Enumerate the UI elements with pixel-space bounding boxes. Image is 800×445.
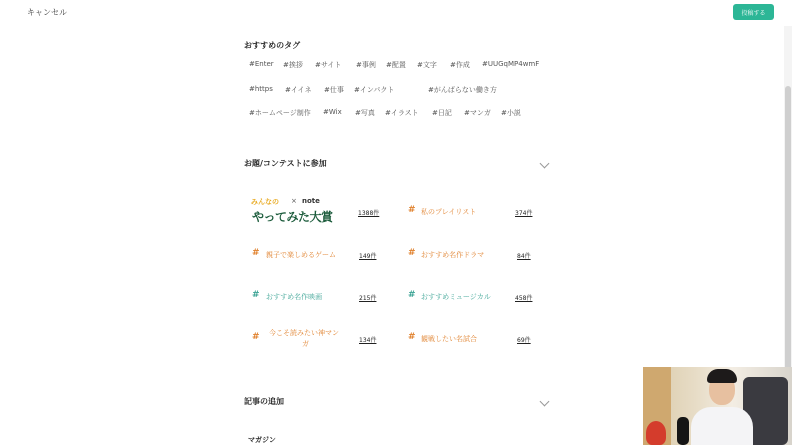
contest-item[interactable]: 観戦したい名試合 (421, 335, 477, 343)
banner-title: やってみた大賞 (252, 210, 333, 224)
contest-count[interactable]: 84件 (517, 253, 531, 260)
recommended-tags-title: おすすめのタグ (244, 41, 301, 50)
contest-item[interactable]: 今こそ読みたい神マン (269, 329, 339, 337)
contest-section-title: お題/コンテストに参加 (244, 159, 327, 168)
contest-item[interactable]: おすすめミュージカル (421, 293, 491, 301)
tag-chip[interactable]: #文字 (417, 61, 437, 69)
publish-button[interactable]: 投稿する (733, 4, 774, 20)
hashtag-icon: # (408, 332, 416, 342)
tag-chip[interactable]: #Enter (249, 60, 274, 68)
hashtag-icon: # (252, 248, 260, 258)
contest-count[interactable]: 69件 (517, 337, 531, 344)
tag-chip[interactable]: #配置 (386, 61, 406, 69)
contest-item-wrap[interactable]: ガ (302, 340, 309, 348)
tag-chip[interactable]: #小説 (501, 109, 521, 117)
note-logo: note (302, 197, 320, 205)
tag-chip[interactable]: #マンガ (464, 109, 491, 117)
webcam-person-body (691, 407, 753, 445)
webcam-person-hair (707, 369, 737, 383)
contest-item[interactable]: おすすめ名作映画 (266, 293, 323, 301)
tag-chip[interactable]: #イイネ (285, 86, 312, 94)
chevron-down-icon[interactable] (540, 159, 550, 169)
tag-chip[interactable]: #日記 (432, 109, 452, 117)
scrollbar-thumb[interactable] (785, 86, 791, 390)
tag-chip[interactable]: #ホームページ制作 (249, 109, 311, 117)
tag-chip[interactable]: #がんばらない働き方 (428, 86, 497, 94)
chevron-down-icon[interactable] (540, 397, 550, 407)
tag-chip[interactable]: #インパクト (354, 86, 395, 94)
tag-chip[interactable]: #Wix (323, 108, 342, 116)
contest-banner[interactable] (247, 195, 339, 227)
banner-x-text: × (291, 197, 297, 205)
magazine-label: マガジン (248, 436, 276, 444)
contest-count[interactable]: 215件 (359, 295, 377, 302)
contest-item[interactable]: おすすめ名作ドラマ (421, 251, 485, 259)
microphone-icon (677, 417, 689, 445)
tag-chip[interactable]: #https (249, 85, 273, 93)
octopus-toy (646, 421, 666, 445)
hashtag-icon: # (252, 290, 260, 300)
add-article-title: 記事の追加 (244, 397, 284, 406)
contest-item[interactable]: 私のプレイリスト (421, 208, 477, 216)
hashtag-icon: # (408, 290, 416, 300)
tag-chip[interactable]: #事例 (356, 61, 376, 69)
banner-brand-text: みんなの (251, 198, 279, 206)
tag-chip[interactable]: #作成 (450, 61, 470, 69)
tag-chip[interactable]: #イラスト (385, 109, 419, 117)
cancel-button[interactable]: キャンセル (27, 8, 67, 17)
tag-chip[interactable]: #サイト (315, 61, 342, 69)
tag-chip[interactable]: #挨拶 (283, 61, 303, 69)
contest-count[interactable]: 149件 (359, 253, 377, 260)
contest-count[interactable]: 1388件 (358, 210, 380, 217)
hashtag-icon: # (408, 248, 416, 258)
top-bar (0, 0, 800, 26)
webcam-overlay (643, 367, 792, 445)
contest-count[interactable]: 134件 (359, 337, 377, 344)
hashtag-icon: # (408, 205, 416, 215)
contest-count[interactable]: 458件 (515, 295, 533, 302)
contest-count[interactable]: 374件 (515, 210, 533, 217)
contest-item[interactable]: 親子で楽しめるゲーム (266, 251, 336, 259)
tag-chip[interactable]: #UUGqMP4wmF (482, 60, 540, 68)
hashtag-icon: # (252, 332, 260, 342)
tag-chip[interactable]: #写真 (355, 109, 375, 117)
tag-chip[interactable]: #仕事 (324, 86, 344, 94)
